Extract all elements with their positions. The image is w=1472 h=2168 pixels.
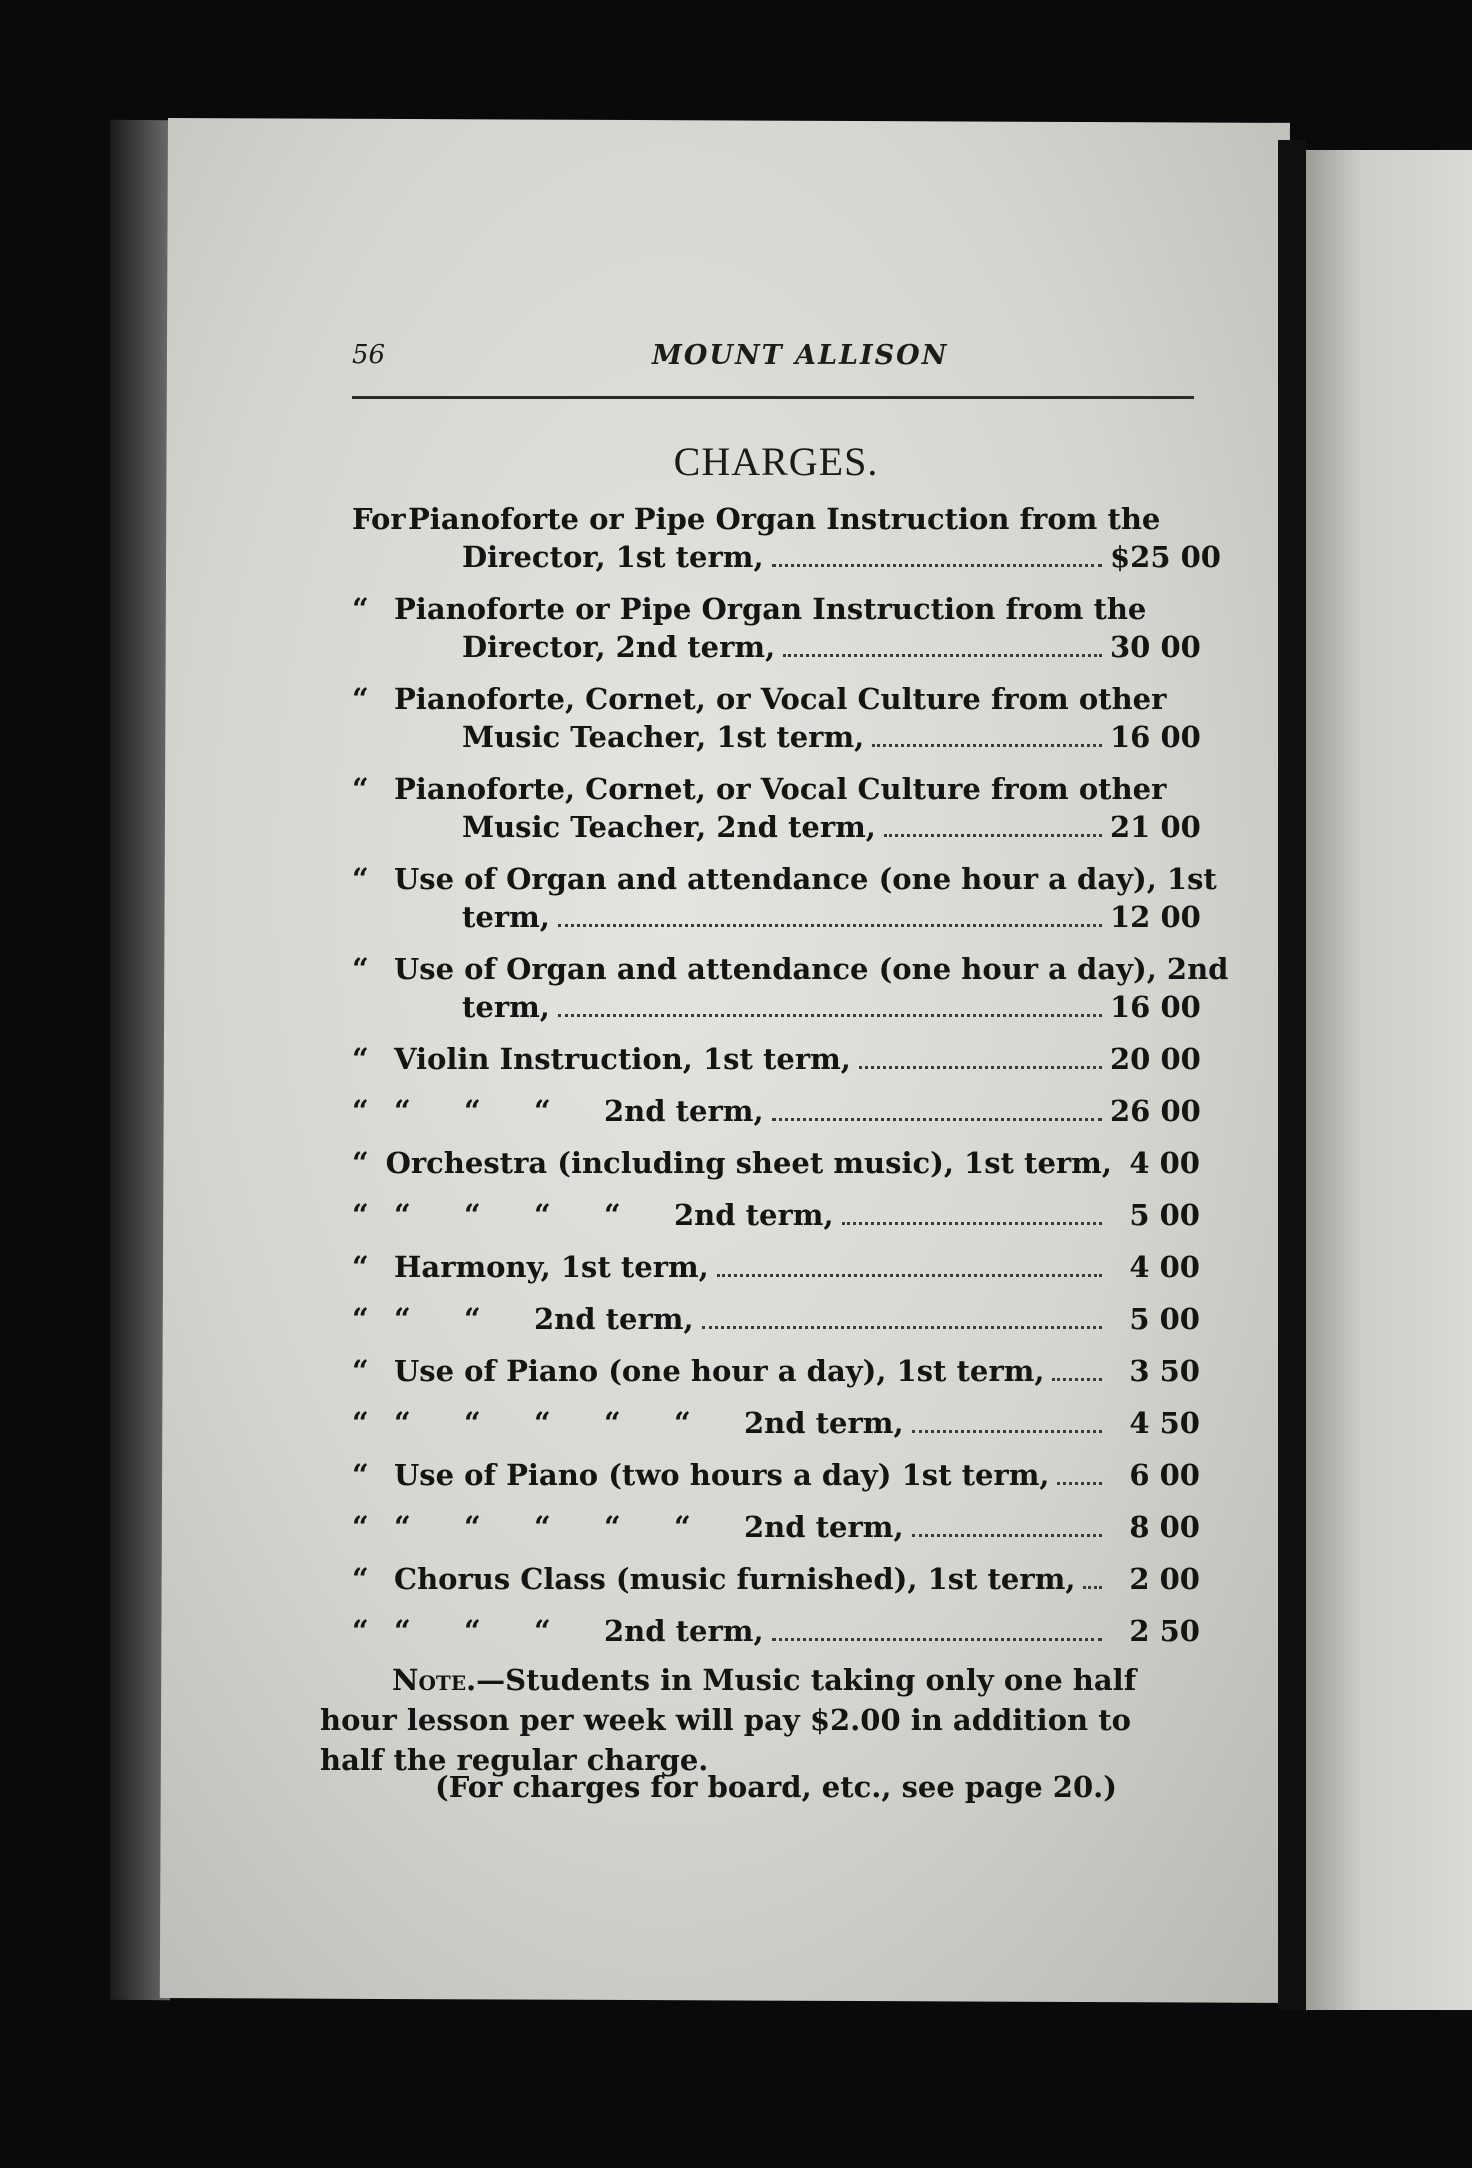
page-number: 56 [352,340,386,370]
ditto-mark: “ [464,1510,481,1544]
charge-amount: 4 50 [1129,1406,1200,1440]
charge-line [352,1560,1200,1598]
dot-leader [717,1254,1102,1277]
charge-amount: 2 50 [1129,1614,1200,1648]
charge-line [352,1248,1200,1286]
charge-amount: 26 00 [1110,1094,1201,1128]
page-gutter [1278,140,1306,2010]
ditto-mark: “ [352,1094,369,1128]
charges-list [352,500,1229,1664]
charge-row [352,1456,1200,1494]
ditto-mark: “ [534,1198,551,1232]
charge-row [352,500,1221,576]
dot-leader [783,634,1102,657]
dot-leader [1052,1358,1102,1381]
dot-leader [842,1202,1102,1225]
charge-continuation [352,808,1200,846]
charge-description-text: 2nd term, [674,1198,834,1232]
charge-description [352,500,1200,538]
page-header [352,330,1200,380]
ditto-mark: “ [534,1510,551,1544]
ditto-mark: “ [352,1198,369,1232]
note-label: Note. [392,1663,477,1697]
ditto-mark: “ [394,1094,411,1128]
dot-leader [772,544,1102,567]
charge-amount: 30 00 [1110,630,1201,664]
charge-description-text: Use of Piano (one hour a day), 1st term, [394,1354,1045,1388]
dot-leader [1057,1462,1102,1485]
ditto-mark: “ [394,1302,411,1336]
ditto-mark: “ [534,1094,551,1128]
header-rule [352,396,1194,399]
note-text: —Students in Music taking only one half hour lesson per week will pay $2.00 in addition to half the regular charge. [320,1663,1137,1777]
ditto-mark: “ [352,1250,369,1284]
charge-description [352,860,1217,898]
charge-row [352,770,1200,846]
charge-line [352,1300,1200,1338]
ditto-mark: “ [352,772,369,806]
charge-description-text: Pianoforte, Cornet, or Vocal Culture from other [394,772,1167,806]
charge-amount: 16 00 [1110,720,1201,754]
ditto-mark: “ [464,1406,481,1440]
ditto-mark: “ [464,1198,481,1232]
charge-row [352,1144,1200,1182]
charge-amount: 2 00 [1129,1562,1200,1596]
charge-description-text: Violin Instruction, 1st term, [394,1042,851,1076]
charge-row [352,1404,1200,1442]
charge-line [352,1144,1200,1182]
charge-description-text: 2nd term, [744,1406,904,1440]
ditto-mark: “ [352,592,369,626]
charge-description-text: Use of Organ and attendance (one hour a day), 2nd [394,952,1229,986]
charge-continuation-text: Director, 1st term, [462,540,764,574]
charge-continuation-text: Music Teacher, 1st term, [462,720,865,754]
ditto-mark: “ [464,1094,481,1128]
charge-row [352,1612,1200,1650]
charge-line [352,1404,1200,1442]
charge-continuation-text: term, [462,990,550,1024]
ditto-mark: “ [352,1146,369,1180]
charge-description-text: Use of Piano (two hours a day) 1st term, [394,1458,1050,1492]
ditto-mark: “ [534,1406,551,1440]
charge-amount: 5 00 [1129,1302,1200,1336]
charge-continuation-text: term, [462,900,550,934]
ditto-mark: “ [352,1042,369,1076]
see-also-line: (For charges for board, etc., see page 20.) [435,1770,1117,1804]
ditto-mark: “ [674,1510,691,1544]
charge-lead-word: For [352,502,406,536]
charge-description [352,950,1229,988]
ditto-mark: “ [394,1510,411,1544]
charge-description [352,770,1200,808]
charge-row [352,590,1200,666]
page-title: CHARGES. [673,439,879,484]
ditto-mark: “ [352,1354,369,1388]
dot-leader [558,904,1102,927]
ditto-mark: “ [604,1510,621,1544]
ditto-mark: “ [352,952,369,986]
ditto-mark: “ [604,1198,621,1232]
charge-continuation [352,718,1200,756]
charge-line [352,1508,1200,1546]
ditto-mark: “ [352,1458,369,1492]
charge-amount: 5 00 [1129,1198,1200,1232]
charge-continuation-text: Music Teacher, 2nd term, [462,810,876,844]
charge-row [352,680,1200,756]
ditto-mark: “ [352,1510,369,1544]
charge-row [352,1352,1200,1390]
dot-leader [702,1306,1102,1329]
charge-row [352,1300,1200,1338]
ditto-mark: “ [394,1198,411,1232]
charge-description-text: Pianoforte, Cornet, or Vocal Culture from other [394,682,1167,716]
facing-page-edge [1302,150,1472,2010]
charge-amount: 20 00 [1110,1042,1201,1076]
charge-description-text: 2nd term, [744,1510,904,1544]
charge-description-text: Pianoforte or Pipe Organ Instruction from the [408,502,1161,536]
ditto-mark: “ [352,1614,369,1648]
charge-row [352,860,1217,936]
charge-continuation [352,988,1200,1026]
charge-description-text: 2nd term, [604,1094,764,1128]
charge-row [352,1508,1200,1546]
charge-description-text: Use of Organ and attendance (one hour a day), 1st [394,862,1217,896]
charge-row [352,1248,1200,1286]
charge-row [352,950,1229,1026]
dot-leader [884,814,1102,837]
charge-row [352,1092,1200,1130]
running-head: MOUNT ALLISON [652,340,949,371]
charge-description-text: 2nd term, [604,1614,764,1648]
ditto-mark: “ [464,1614,481,1648]
charge-line [352,1040,1200,1078]
charge-amount: 12 00 [1110,900,1201,934]
charge-continuation-text: Director, 2nd term, [462,630,776,664]
charge-amount: 4 00 [1129,1250,1200,1284]
charge-description [352,680,1200,718]
charge-continuation [352,628,1200,666]
charge-amount: 3 50 [1129,1354,1200,1388]
charge-amount: 6 00 [1129,1458,1200,1492]
ditto-mark: “ [352,1406,369,1440]
ditto-mark: “ [394,1614,411,1648]
charge-amount: 4 00 [1129,1146,1200,1180]
ditto-mark: “ [604,1406,621,1440]
dot-leader [912,1514,1102,1537]
dot-leader [872,724,1102,747]
charge-description-text: 2nd term, [534,1302,694,1336]
ditto-mark: “ [534,1614,551,1648]
dot-leader [772,1098,1102,1121]
charge-description-text: Orchestra (including sheet music), 1st term, [385,1146,1112,1180]
note-paragraph [320,1660,1200,1780]
charge-description-text: Harmony, 1st term, [394,1250,709,1284]
charge-description-text: Pianoforte or Pipe Organ Instruction from the [394,592,1147,626]
charge-line [352,1092,1200,1130]
charge-line [352,1456,1200,1494]
ditto-mark: “ [464,1302,481,1336]
ditto-mark: “ [352,1562,369,1596]
charge-row [352,1560,1200,1598]
charge-line [352,1196,1200,1234]
charge-amount: 16 00 [1110,990,1201,1024]
dot-leader [859,1046,1102,1069]
charge-line [352,1352,1200,1390]
ditto-mark: “ [352,1302,369,1336]
charge-continuation [352,898,1200,936]
ditto-mark: “ [352,862,369,896]
dot-leader [558,994,1102,1017]
charge-line [352,1612,1200,1650]
ditto-mark: “ [674,1406,691,1440]
charge-amount: 21 00 [1110,810,1201,844]
charge-description [352,590,1200,628]
charge-row [352,1196,1200,1234]
charge-amount: 8 00 [1129,1510,1200,1544]
charge-continuation [352,538,1221,576]
dot-leader [912,1410,1102,1433]
ditto-mark: “ [352,682,369,716]
charge-description-text: Chorus Class (music furnished), 1st term, [394,1562,1076,1596]
charge-row [352,1040,1200,1078]
dot-leader [1083,1566,1102,1589]
ditto-mark: “ [394,1406,411,1440]
dot-leader [772,1618,1102,1641]
charge-amount: $25 00 [1110,540,1221,574]
